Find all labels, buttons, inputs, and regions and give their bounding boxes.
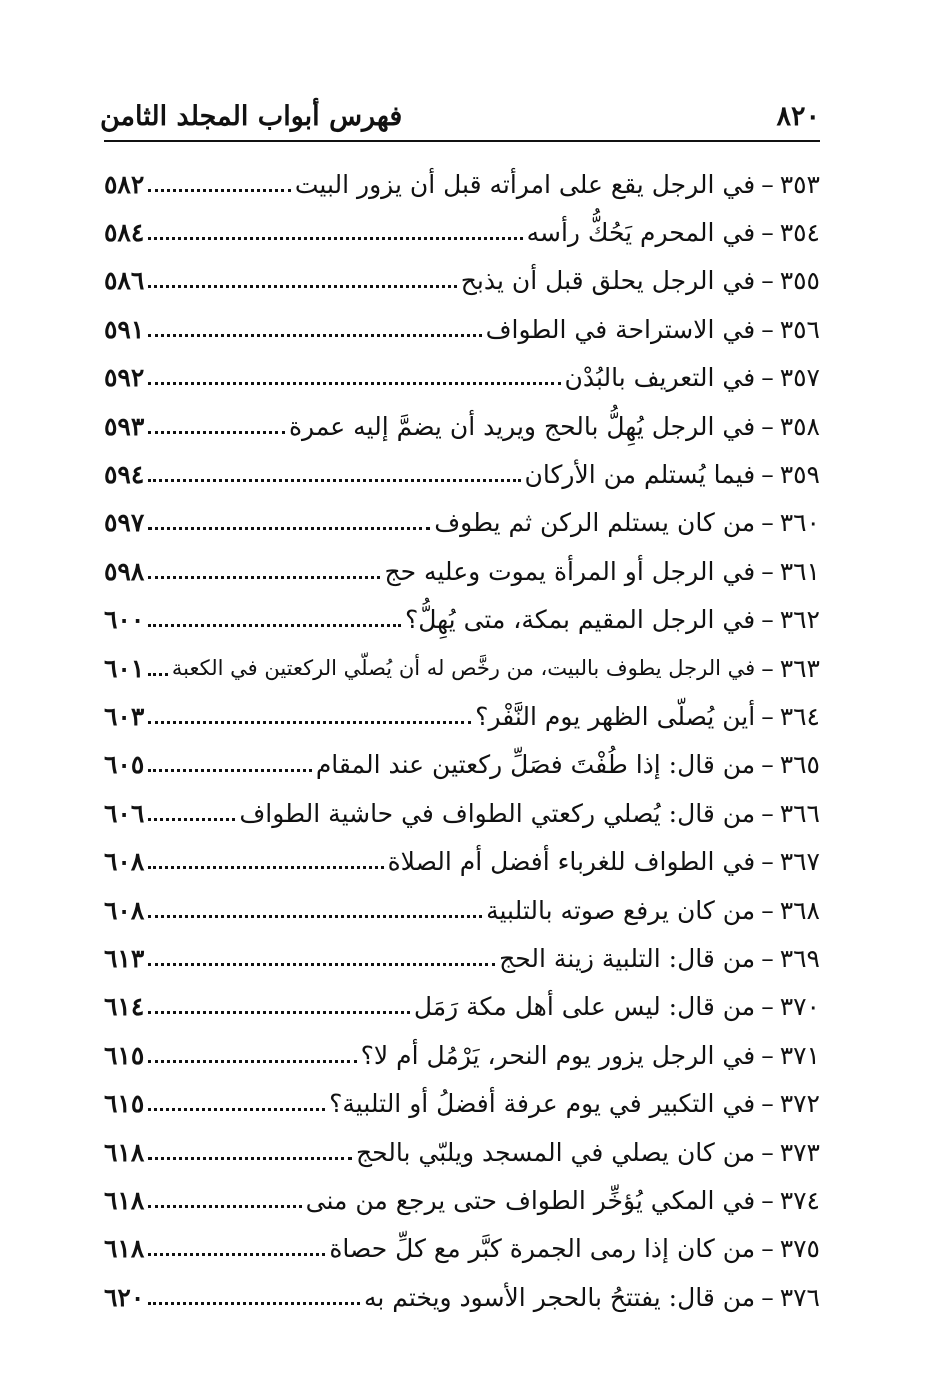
- dot-leader: [148, 189, 291, 192]
- dot-leader: [148, 1108, 325, 1111]
- entry-separator: –: [761, 1185, 774, 1215]
- running-title: فهرس أبواب المجلد الثامن: [100, 101, 403, 132]
- entry-separator: –: [761, 605, 774, 635]
- entry-title: في الطواف للغرباء أفضل أم الصلاة: [387, 847, 756, 877]
- entry-separator: –: [761, 460, 774, 490]
- dot-leader: [148, 624, 401, 627]
- dot-leader: [148, 818, 235, 821]
- entry-number: ٣٦٥: [779, 750, 820, 780]
- entry-page-number: ٦٠٦: [104, 798, 145, 828]
- dot-leader: [148, 334, 481, 337]
- entry-number: ٣٦٩: [779, 943, 820, 973]
- entry-title: في المكي يُؤخِّر الطواف حتى يرجع من منى: [305, 1185, 756, 1215]
- entry-separator: –: [761, 411, 774, 441]
- entry-separator: –: [761, 1089, 774, 1119]
- entry-number: ٣٥٣: [779, 169, 820, 199]
- entry-page-number: ٥٨٤: [104, 218, 145, 248]
- entry-number: ٣٥٦: [779, 314, 820, 344]
- entry-title: من كان يرفع صوته بالتلبية: [486, 895, 756, 925]
- entry-number: ٣٦٨: [779, 895, 820, 925]
- dot-leader: [148, 1060, 356, 1063]
- entry-number: ٣٦٣: [779, 653, 820, 683]
- dot-leader: [148, 479, 520, 482]
- entry-separator: –: [761, 1282, 774, 1312]
- entry-separator: –: [761, 508, 774, 538]
- entry-number: ٣٧٢: [779, 1089, 820, 1119]
- entry-title: من كان إذا رمى الجمرة كبَّر مع كلِّ حصاة: [329, 1234, 756, 1264]
- toc-entry: [104, 837, 820, 885]
- entry-page-number: ٦٠٨: [104, 895, 145, 925]
- entry-separator: –: [761, 169, 774, 199]
- dot-leader: [148, 431, 285, 434]
- entry-number: ٣٦٠: [779, 508, 820, 538]
- header-rule: [104, 140, 820, 142]
- entry-title: من قال: التلبية زينة الحج: [499, 943, 756, 973]
- entry-title: من كان يستلم الركن ثم يطوف: [434, 508, 756, 538]
- entry-number: ٣٧٠: [779, 992, 820, 1022]
- entry-number: ٣٧١: [779, 1040, 820, 1070]
- entry-number: ٣٧٥: [779, 1234, 820, 1264]
- entry-title: أين يُصلّى الظهر يوم النَّفْر؟: [475, 701, 756, 731]
- dot-leader: [148, 1253, 325, 1256]
- dot-leader: [148, 1302, 360, 1305]
- dot-leader: [148, 237, 522, 240]
- table-of-contents: [104, 160, 820, 1321]
- entry-title: من قال: إذا طُفْتَ فصَلِّ ركعتين عند المقام: [315, 750, 756, 780]
- entry-number: ٣٦٤: [779, 701, 820, 731]
- dot-leader: [148, 527, 430, 530]
- entry-number: ٣٥٧: [779, 363, 820, 393]
- toc-entry: [104, 934, 820, 982]
- toc-entry: [104, 208, 820, 256]
- toc-entry: [104, 1176, 820, 1224]
- entry-number: ٣٥٩: [779, 460, 820, 490]
- entry-separator: –: [761, 701, 774, 731]
- entry-title: في التكبير في يوم عرفة أفضلُ أو التلبية؟: [329, 1089, 756, 1119]
- entry-page-number: ٥٩٣: [104, 411, 145, 441]
- entry-title: في الاستراحة في الطواف: [485, 314, 756, 344]
- entry-separator: –: [761, 750, 774, 780]
- dot-leader: [148, 673, 168, 676]
- entry-separator: –: [761, 363, 774, 393]
- entry-number: ٣٦٢: [779, 605, 820, 635]
- dot-leader: [148, 382, 560, 385]
- toc-entry: [104, 257, 820, 305]
- entry-page-number: ٦١٨: [104, 1234, 145, 1264]
- toc-entry: [104, 886, 820, 934]
- dot-leader: [148, 285, 457, 288]
- toc-entry: [104, 741, 820, 789]
- dot-leader: [148, 915, 482, 918]
- entry-separator: –: [761, 653, 774, 683]
- dot-leader: [148, 963, 495, 966]
- toc-entry: [104, 1031, 820, 1079]
- entry-title: من كان يصلي في المسجد ويلبّي بالحج: [355, 1137, 756, 1167]
- entry-title: من قال: يفتتحُ بالحجر الأسود ويختم به: [363, 1282, 756, 1312]
- toc-entry: [104, 789, 820, 837]
- entry-page-number: ٦٠٨: [104, 847, 145, 877]
- entry-separator: –: [761, 1040, 774, 1070]
- entry-title: في المحرم يَحُكُّ رأسه: [526, 218, 756, 248]
- entry-number: ٣٥٨: [779, 411, 820, 441]
- entry-page-number: ٦١٥: [104, 1089, 145, 1119]
- dot-leader: [148, 576, 380, 579]
- page-number: ٨٢٠: [776, 101, 820, 132]
- toc-entry: [104, 402, 820, 450]
- entry-number: ٣٦١: [779, 556, 820, 586]
- entry-page-number: ٦٠٥: [104, 750, 145, 780]
- entry-title: من قال: يُصلي ركعتي الطواف في حاشية الطواف: [239, 798, 756, 828]
- entry-title: من قال: ليس على أهل مكة رَمَل: [413, 992, 756, 1022]
- toc-entry: [104, 596, 820, 644]
- entry-number: ٣٧٣: [779, 1137, 820, 1167]
- entry-separator: –: [761, 992, 774, 1022]
- entry-page-number: ٥٩٨: [104, 556, 145, 586]
- dot-leader: [148, 1157, 352, 1160]
- entry-page-number: ٥٩٢: [104, 363, 145, 393]
- toc-entry: [104, 499, 820, 547]
- toc-entry: [104, 983, 820, 1031]
- entry-separator: –: [761, 847, 774, 877]
- dot-leader: [148, 769, 312, 772]
- entry-title: في الرجل يطوف بالبيت، من رخَّص له أن يُصلّي الركعتين في الكعبة: [171, 655, 756, 680]
- entry-number: ٣٧٤: [779, 1185, 820, 1215]
- dot-leader: [148, 721, 471, 724]
- entry-page-number: ٦١٣: [104, 943, 145, 973]
- entry-number: ٣٥٥: [779, 266, 820, 296]
- dot-leader: [148, 1205, 301, 1208]
- toc-entry: [104, 305, 820, 353]
- entry-page-number: ٥٩١: [104, 314, 145, 344]
- entry-page-number: ٦٠٠: [104, 605, 145, 635]
- entry-number: ٣٦٦: [779, 798, 820, 828]
- entry-number: ٣٦٧: [779, 847, 820, 877]
- entry-separator: –: [761, 556, 774, 586]
- entry-title: في التعريف بالبُدْن: [564, 363, 756, 393]
- entry-separator: –: [761, 1234, 774, 1264]
- entry-separator: –: [761, 798, 774, 828]
- toc-entry: [104, 1079, 820, 1127]
- toc-entry: [104, 644, 820, 692]
- toc-entry: [104, 160, 820, 208]
- dot-leader: [148, 866, 383, 869]
- entry-number: ٣٥٤: [779, 218, 820, 248]
- entry-page-number: ٦١٨: [104, 1185, 145, 1215]
- entry-title: في الرجل المقيم بمكة، متى يُهِلُّ؟: [404, 605, 756, 635]
- entry-page-number: ٦١٤: [104, 992, 145, 1022]
- toc-entry: [104, 450, 820, 498]
- entry-title: فيما يُستلم من الأركان: [524, 460, 756, 490]
- toc-entry: [104, 692, 820, 740]
- entry-title: في الرجل يقع على امرأته قبل أن يزور البيت: [294, 169, 756, 199]
- entry-title: في الرجل يزور يوم النحر، يَرْمُل أم لا؟: [360, 1040, 756, 1070]
- entry-separator: –: [761, 218, 774, 248]
- entry-separator: –: [761, 314, 774, 344]
- toc-entry: [104, 1273, 820, 1321]
- entry-page-number: ٥٩٤: [104, 460, 145, 490]
- entry-page-number: ٥٩٧: [104, 508, 145, 538]
- dot-leader: [148, 1011, 410, 1014]
- page-header: [100, 88, 820, 132]
- toc-entry: [104, 1128, 820, 1176]
- entry-page-number: ٥٨٦: [104, 266, 145, 296]
- entry-title: في الرجل يُهِلُّ بالحج ويريد أن يضمَّ إليه عمرة: [288, 411, 756, 441]
- entry-page-number: ٦٠٣: [104, 701, 145, 731]
- entry-separator: –: [761, 895, 774, 925]
- toc-entry: [104, 547, 820, 595]
- entry-number: ٣٧٦: [779, 1282, 820, 1312]
- entry-separator: –: [761, 1137, 774, 1167]
- entry-page-number: ٦١٥: [104, 1040, 145, 1070]
- entry-separator: –: [761, 266, 774, 296]
- entry-title: في الرجل أو المرأة يموت وعليه حج: [384, 556, 756, 586]
- entry-page-number: ٥٨٢: [104, 169, 145, 199]
- toc-entry: [104, 1225, 820, 1273]
- entry-page-number: ٦١٨: [104, 1137, 145, 1167]
- toc-entry: [104, 354, 820, 402]
- entry-page-number: ٦٠١: [104, 653, 145, 683]
- entry-title: في الرجل يحلق قبل أن يذبح: [460, 266, 756, 296]
- entry-page-number: ٦٢٠: [104, 1282, 145, 1312]
- entry-separator: –: [761, 943, 774, 973]
